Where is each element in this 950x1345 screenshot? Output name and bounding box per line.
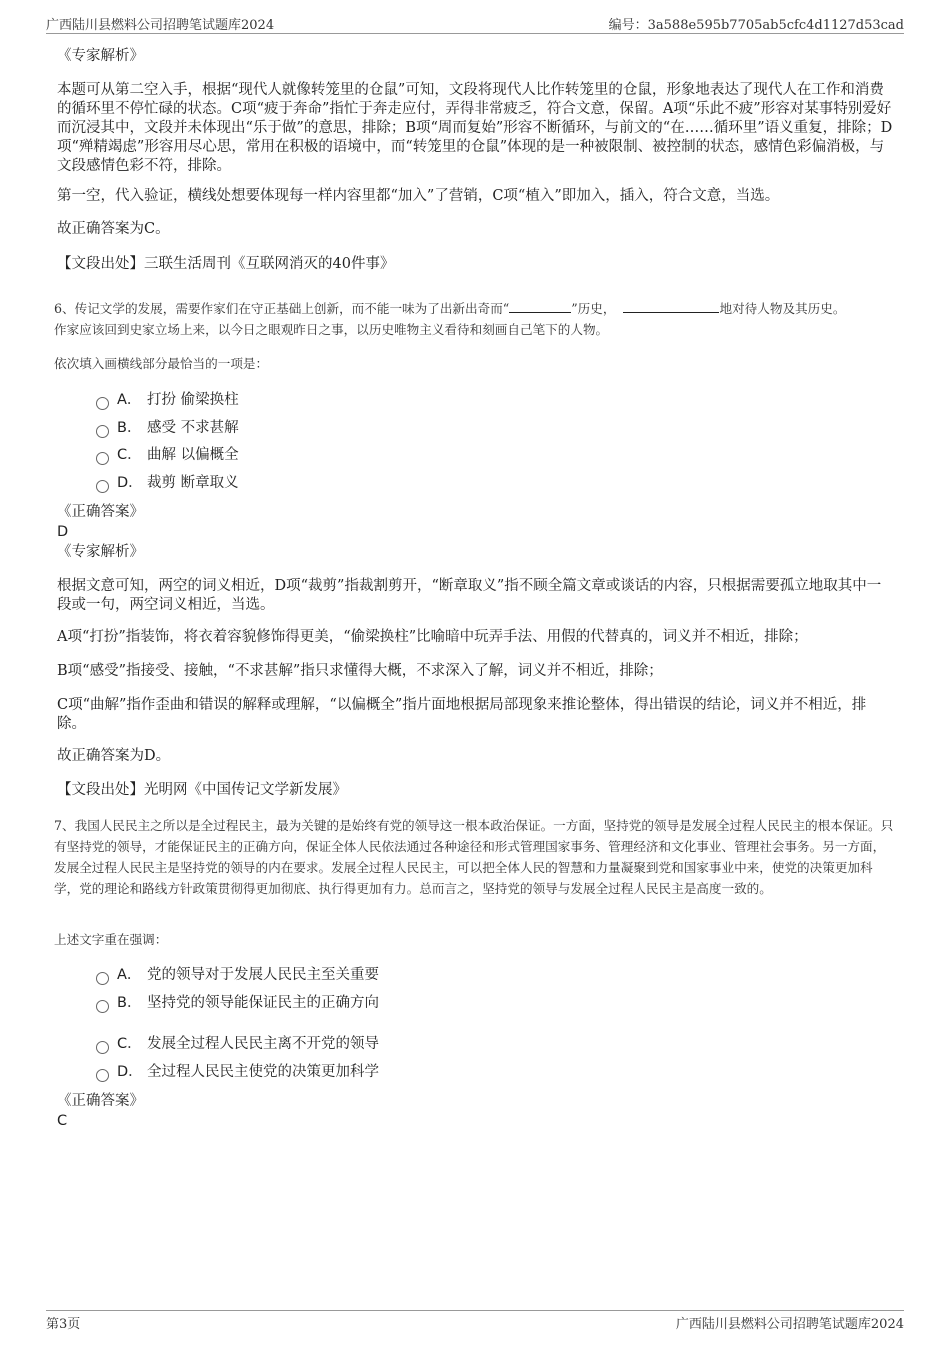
option-letter: B． [117,995,142,1011]
stem-part: ”历史， [571,301,616,316]
answer-label: 《正确答案》 [57,504,144,520]
option-c[interactable] [96,445,239,465]
option-b[interactable] [96,993,379,1013]
footer-rule [46,1310,904,1311]
stem-part: 6、传记文学的发展，需要作家们在守正基础上创新，而不能一味为了出新出奇而“ [54,301,510,316]
answer-statement: 故正确答案为D。 [57,748,171,764]
option-letter: C． [117,1036,142,1052]
analysis-paragraph: 根据文意可知，两空的词义相近，D项“裁剪”指裁割剪开，“断章取义”指不顾全篇文章或谈话的内容，只根据需要孤立地取其中一段或一句，两空词义相近，当选。 [57,578,882,613]
radio-icon[interactable] [96,972,109,985]
stem-part: 作家应该回到史家立场上来，以今日之眼观昨日之事，以历史唯物主义看待和刻画自己笔下的人物。 [54,322,609,337]
option-text: 感受 不求甚解 [147,420,239,436]
option-letter: D． [117,475,143,491]
source-citation: 【文段出处】光明网《中国传记文学新发展》 [57,782,347,798]
option-c[interactable] [96,1034,379,1054]
option-letter: A． [117,967,142,983]
document-id: 编号：3a588e595b7705ab5cfc4d1127d53cad [608,18,904,33]
radio-icon[interactable] [96,452,109,465]
radio-icon[interactable] [96,397,109,410]
answer-statement: 故正确答案为C。 [57,221,170,237]
option-text: 裁剪 断章取义 [147,475,239,491]
correct-answer: D [57,524,69,540]
option-d[interactable] [96,1062,379,1082]
question-prompt: 上述文字重在强调： [54,932,168,947]
radio-icon[interactable] [96,1069,109,1082]
analysis-paragraph: 本题可从第二空入手，根据“现代人就像转笼里的仓鼠”可知，文段将现代人比作转笼里的仓鼠，形象地表达了现代人在工作和消费的循环里不停忙碌的状态。C项“疲于奔命”指忙于奔走应付，弄得非常疲乏，符合文意，保留。A项“乐此不疲”形容对某事特别爱好而沉浸其中，文段并未体现出“乐于做”的意思，排除；B项“周而复始”形容不断循环，与前文的“在……循环里”语义重复，排除；D项“殚精竭虑”形容用尽心思，常用在积极的语境中，而“转笼里的仓鼠”体现的是一种被限制、被控制的状态，感情色彩偏消极，与文段感情色彩不符，排除。 [57,82,893,174]
answer-label: 《正确答案》 [57,1093,144,1109]
question-stem [54,298,896,340]
radio-icon[interactable] [96,480,109,493]
analysis-paragraph: 第一空，代入验证，横线处想要体现每一样内容里都“加入”了营销，C项“植入”即加入，插入，符合文意，当选。 [57,188,780,204]
analysis-label: 《专家解析》 [57,544,144,560]
question-prompt: 依次填入画横线部分最恰当的一项是： [54,356,269,371]
option-text: 打扮 偷梁换柱 [147,392,239,408]
option-text: 曲解 以偏概全 [147,447,239,463]
source-citation: 【文段出处】三联生活周刊《互联网消灭的40件事》 [57,256,395,272]
fill-blank [623,300,719,313]
option-a[interactable] [96,390,239,410]
analysis-paragraph: B项“感受”指接受、接触，“不求甚解”指只求懂得大概，不求深入了解，词义并不相近，排除； [57,663,663,679]
header-title: 广西陆川县燃料公司招聘笔试题库2024 [46,18,275,33]
correct-answer: C [57,1113,68,1129]
option-d[interactable] [96,473,239,493]
header-rule [46,33,904,34]
question-stem: 7、我国人民民主之所以是全过程民主，最为关键的是始终有党的领导这一根本政治保证。一方面，坚持党的领导是发展全过程人民民主的根本保证。只有坚持党的领导，才能保证民主的正确方向，保证全体人民依法通过各种途径和形式管理国家事务、管理经济和文化事业、管理社会事务。另一方面，发展全过程人民民主是坚持党的领导的内在要求。发展全过程人民民主，可以把全体人民的智慧和力量凝聚到党和国家事业中来，使党的决策更加科学，党的理论和路线方针政策贯彻得更加彻底、执行得更加有力。总而言之，坚持党的领导与发展全过程人民民主是高度一致的。 [54,818,894,896]
option-letter: B． [117,420,142,436]
stem-part: 地对待人物及其历史。 [719,301,846,316]
radio-icon[interactable] [96,1041,109,1054]
option-a[interactable] [96,965,379,985]
option-letter: C． [117,447,142,463]
page-number: 第3页 [46,1317,81,1332]
radio-icon[interactable] [96,425,109,438]
option-text: 发展全过程人民民主离不开党的领导 [147,1036,379,1052]
radio-icon[interactable] [96,1000,109,1013]
option-letter: A． [117,392,142,408]
option-letter: D． [117,1064,143,1080]
option-text: 党的领导对于发展人民民主至关重要 [147,967,379,983]
option-b[interactable] [96,418,239,438]
footer-title: 广西陆川县燃料公司招聘笔试题库2024 [675,1317,904,1332]
analysis-label: 《专家解析》 [57,48,144,64]
analysis-paragraph: A项“打扮”指装饰，将衣着容貌修饰得更美，“偷梁换柱”比喻暗中玩弄手法、用假的代替真的，词义并不相近，排除； [57,629,808,645]
option-text: 全过程人民民主使党的决策更加科学 [147,1064,379,1080]
analysis-paragraph: C项“曲解”指作歪曲和错误的解释或理解，“以偏概全”指片面地根据局部现象来推论整体，得出错误的结论，词义并不相近，排除。 [57,697,867,732]
fill-blank [509,300,571,313]
option-text: 坚持党的领导能保证民主的正确方向 [147,995,379,1011]
